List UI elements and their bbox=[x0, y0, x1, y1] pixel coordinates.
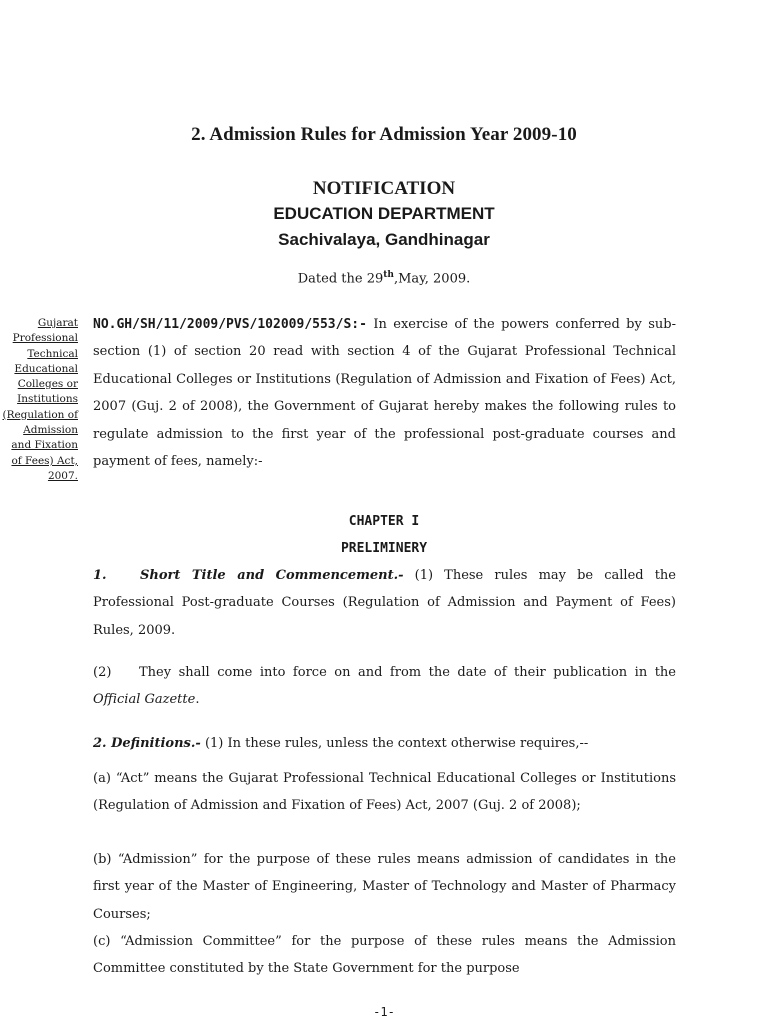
rule-2-heading: 2. Definitions.- bbox=[93, 736, 201, 751]
page-number: -1- bbox=[373, 1005, 395, 1019]
rule-1-2-number: (2) bbox=[93, 665, 112, 680]
date-superscript: th bbox=[383, 270, 394, 280]
margin-note: Gujarat Professional Technical Educational Colleges or Institutions (Regulation of Admission and Fixation of Fees) Act, 2007. bbox=[2, 317, 78, 482]
rule-1-2-end: . bbox=[195, 692, 200, 708]
date-suffix: ,May, 2009. bbox=[393, 271, 471, 287]
preamble-paragraph bbox=[93, 311, 676, 475]
rule-1-text: (1) These rules may be called the Professional Post-graduate Courses (Regulation of Admission and Payment of Fees) Rules, 2009. bbox=[93, 568, 676, 638]
rule-1-2-text: They shall come into force on and from the date of their publication in the bbox=[139, 665, 676, 680]
notification-heading: NOTIFICATION bbox=[312, 178, 456, 199]
definition-a: (a) “Act” means the Gujarat Professional Technical Educational Colleges or Institutions (Regulation of Admission and Fixation of Fees) Act, 2007 (Guj. 2 of 2008); bbox=[93, 771, 676, 814]
department-heading: EDUCATION DEPARTMENT bbox=[273, 204, 495, 223]
date-prefix: Dated the 29 bbox=[297, 271, 384, 287]
chapter-name: PRELIMINERY bbox=[340, 541, 428, 556]
rule-1-paragraph bbox=[93, 562, 676, 644]
place-heading: Sachivalaya, Gandhinagar bbox=[278, 230, 490, 249]
rule-1-heading: Short Title and Commencement.- bbox=[140, 568, 404, 583]
page-title: 2. Admission Rules for Admission Year 2009-10 bbox=[191, 124, 577, 145]
definition-c: (c) “Admission Committee” for the purpose of these rules means the Admission Committee constituted by the State Government for the purpose bbox=[93, 934, 676, 977]
official-gazette-text: Official Gazette bbox=[93, 692, 196, 708]
notification-reference: NO.GH/SH/11/2009/PVS/102009/553/S:- bbox=[93, 317, 367, 332]
rule-1-number: 1. bbox=[93, 568, 107, 583]
preamble-text: In exercise of the powers conferred by sub-section (1) of section 20 read with section 4 of the Gujarat Professional Technical Educational Colleges or Institutions (Regulation of Admission and Fixation of Fees) Act, 2007 (Guj. 2 of 2008), the Government of Gujarat hereby makes the following rules to regulate admission to the first year of the professional post-graduate courses and payment of fees, namely:- bbox=[93, 317, 676, 470]
rule-1-2-paragraph bbox=[93, 659, 676, 714]
rule-2-paragraph bbox=[93, 730, 676, 757]
date-line bbox=[0, 270, 768, 286]
rule-2-text: (1) In these rules, unless the context otherwise requires,-- bbox=[204, 736, 589, 751]
definition-b: (b) “Admission” for the purpose of these rules means admission of candidates in the first year of the Master of Engineering, Master of Technology and Master of Pharmacy Courses; bbox=[93, 852, 676, 922]
chapter-number: CHAPTER I bbox=[348, 514, 420, 529]
